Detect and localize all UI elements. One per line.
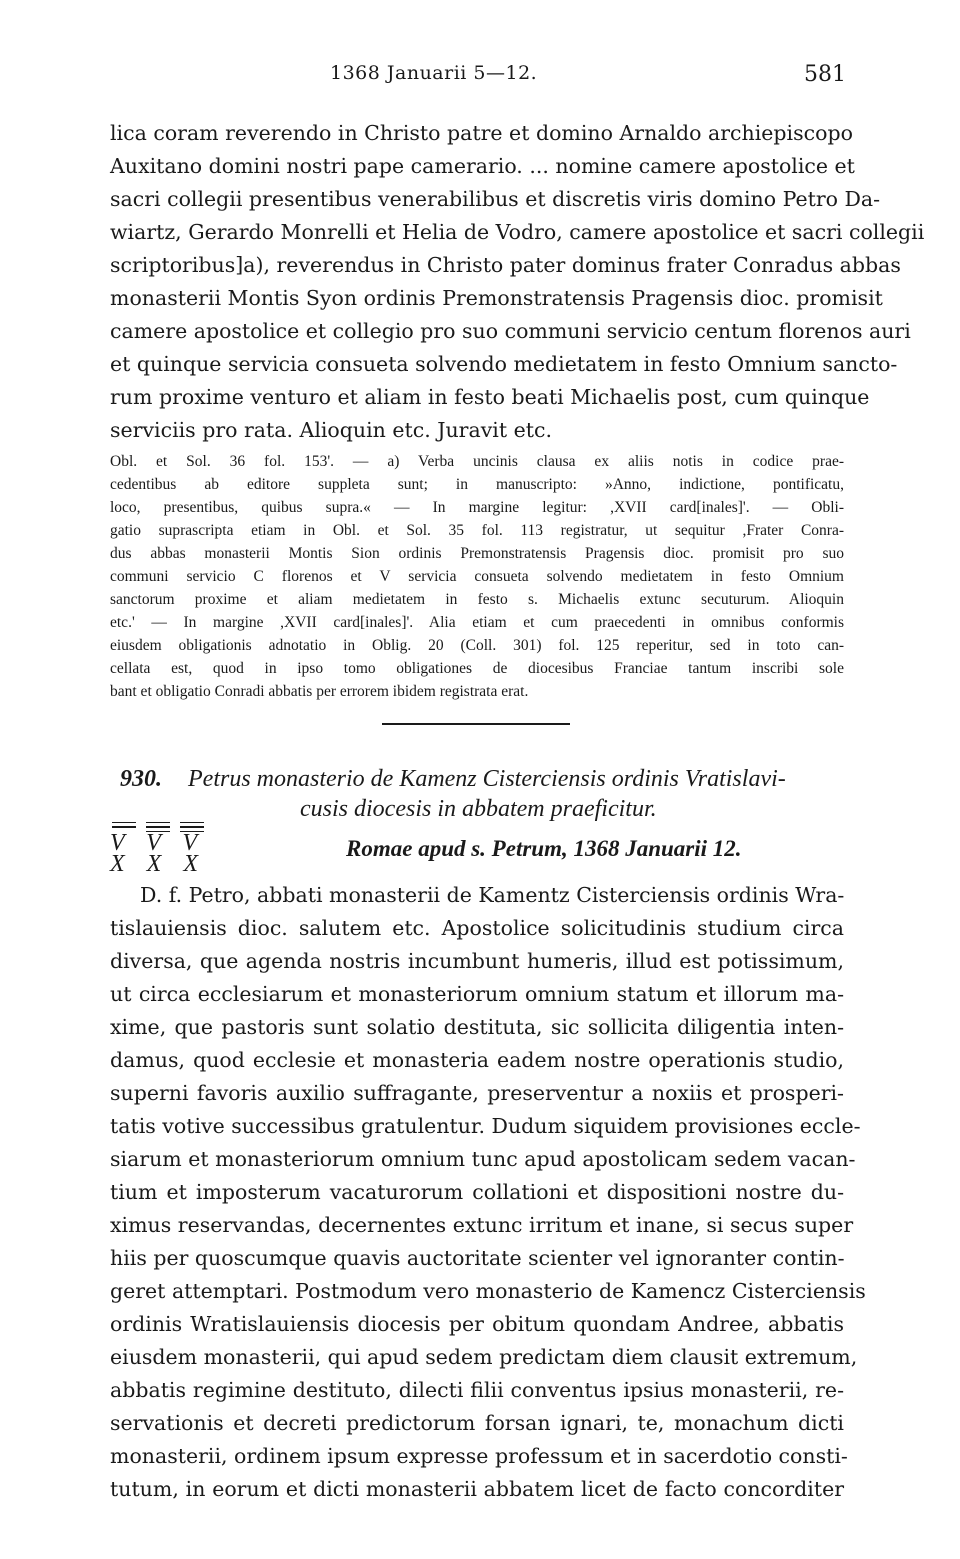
text-line: tatis votive successibus gratulentur. Dudum siquidem provisiones eccle- — [110, 1114, 861, 1138]
footnote-line: loco, presentibus, quibus supra.« — In margine legitur: ,XVII card[inales]'. — Obli- — [110, 499, 844, 516]
text-line: ximus reservandas, decernentes extunc irritum et inane, si secus super — [110, 1213, 854, 1237]
text-line: diversa, que agenda nostris incumbunt humeris, illud est potissimum, — [110, 949, 844, 973]
text-line: serviciis pro rata. Alioquin etc. Juravit etc. — [110, 418, 552, 442]
entry-number: 930. — [120, 766, 162, 792]
page-number: 581 — [804, 62, 846, 87]
footnote-line: communi servicio C florenos et V servicia consueta solvendo medietatem in festo Omnium — [110, 568, 844, 585]
footnote-line: eiusdem obligationis adnotatio in Oblig. 20 (Coll. 301) fol. 125 reperitur, sed in toto can- — [110, 637, 844, 654]
footnote-line: cellata est, quod in ipso tomo obligationes de diocesibus Franciae tantum inscribi sole — [110, 660, 844, 677]
text-line: hiis per quoscumque quavis auctoritate scienter vel ignoranter contin- — [110, 1246, 845, 1270]
text-line: xime, que pastoris sunt solatio destituta, sic sollicita diligentia inten- — [110, 1015, 844, 1039]
footnote-line: gatio suprascripta etiam in Obl. et Sol. 35 fol. 113 registratur, ut sequitur ,Frater Conra- — [110, 522, 844, 539]
text-line: camere apostolice et collegio pro suo communi servicio centum florenos auri — [110, 319, 911, 343]
footnote-line: sanctorum proxime et aliam medietatem in festo s. Michaelis extunc secuturum. Alioquin — [110, 591, 844, 608]
footnote-line: dus abbas monasterii Montis Sion ordinis Premonstratensis Pragensis dioc. promisit pro suo — [110, 545, 844, 562]
footnote-line: etc.' — In margine ,XVII card[inales]'. Alia etiam et cum praecedenti in omnibus conformis — [110, 614, 844, 631]
text-line: monasterii Montis Syon ordinis Premonstratensis Pragensis dioc. promisit — [110, 286, 883, 310]
text-line: sacri collegii presentibus venerabilibus et discretis viris domino Petro Da- — [110, 187, 881, 211]
footnote-line: cedentibus ab editore suppleta sunt; in manuscripto: »Anno, indictione, pontificatu, — [110, 476, 844, 493]
text-line: ut circa ecclesiarum et monasteriorum omnium statum et illorum ma- — [110, 982, 844, 1006]
text-line: eiusdem monasterii, qui apud sedem predictam diem clausit extremum, — [110, 1345, 858, 1369]
text-line: tium et imposterum vacaturorum collationi et dispositioni nostre du- — [110, 1180, 844, 1204]
text-line: wiartz, Gerardo Monrelli et Helia de Vodro, camere apostolice et sacri collegii — [110, 220, 925, 244]
text-line: Auxitano domini nostri pape camerario. ... nomine camere apostolice et — [110, 154, 855, 178]
footnote-line: Obl. et Sol. 36 fol. 153'. — a) Verba uncinis clausa ex aliis notis in codice prae- — [110, 453, 844, 470]
text-line: lica coram reverendo in Christo patre et domino Arnaldo archiepiscopo — [110, 121, 853, 145]
text-line: scriptoribus]a), reverendus in Christo pater dominus frater Conradus abbas — [110, 253, 901, 277]
marginal-marks-v: V V V — [110, 830, 206, 856]
footnote-line: bant et obligatio Conradi abbatis per errorem ibidem registrata erat. — [110, 683, 529, 700]
text-line: tislauiensis dioc. salutem etc. Apostolice solicitudinis studium circa — [110, 916, 844, 940]
text-line: superni favoris auxilio suffragante, preserventur a noxiis et prosperi- — [110, 1081, 844, 1105]
text-line: D. f. Petro, abbati monasterii de Kamentz Cisterciensis ordinis Wra- — [140, 883, 845, 907]
section-divider — [382, 723, 570, 725]
text-line: servationis et decreti predictorum forsan ignari, te, monachum dicti — [110, 1411, 844, 1435]
entry-title-line-1: Petrus monasterio de Kamenz Cisterciensis ordinis Vratislavi- — [188, 766, 786, 792]
text-line: geret attemptari. Postmodum vero monasterio de Kamencz Cisterciensis — [110, 1279, 866, 1303]
text-line: rum proxime venturo et aliam in festo beati Michaelis post, cum quinque — [110, 385, 870, 409]
entry-date-line: Romae apud s. Petrum, 1368 Januarii 12. — [346, 836, 742, 861]
text-line: et quinque servicia consueta solvendo medietatem in festo Omnium sancto- — [110, 352, 898, 376]
text-line: abbatis regimine destituto, dilecti filii conventus ipsius monasterii, re- — [110, 1378, 844, 1402]
text-line: damus, quod ecclesie et monasteria eadem nostre operationis studio, — [110, 1048, 844, 1072]
text-line: siarum et monasteriorum omnium tunc apud apostolicam sedem vacan- — [110, 1147, 856, 1171]
text-line: tutum, in eorum et dicti monasterii abbatem licet de facto concorditer — [110, 1477, 844, 1501]
entry-title-line-2: cusis diocesis in abbatem praeficitur. — [300, 796, 657, 822]
text-line: ordinis Wratislauiensis diocesis per obitum quondam Andree, abbatis — [110, 1312, 844, 1336]
text-line: monasterii, ordinem ipsum expresse professum et in sacerdotio consti- — [110, 1444, 848, 1468]
running-head: 1368 Januarii 5—12. — [330, 62, 538, 84]
marginal-marks-x: X X X — [110, 851, 206, 877]
